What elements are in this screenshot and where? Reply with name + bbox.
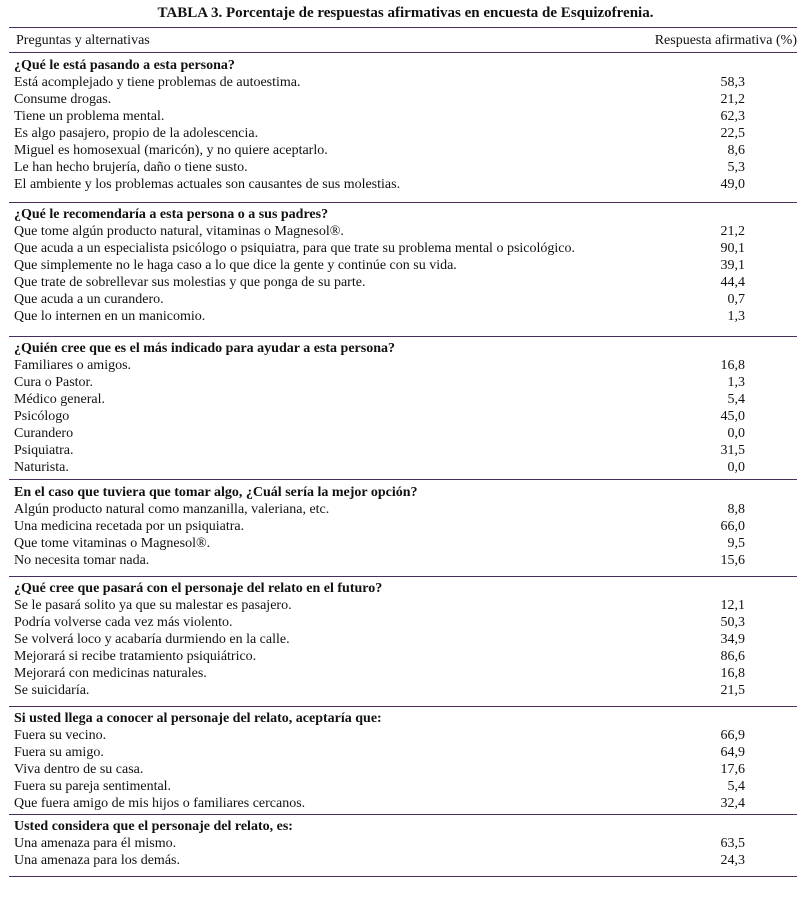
table-header [0,33,811,50]
section-rule [9,202,797,203]
table-row [0,442,811,459]
row-label: Familiares o amigos. [14,358,132,373]
row-label: Se suicidaría. [14,683,90,698]
row-value: 5,4 [727,779,745,794]
row-value: 90,1 [720,241,745,256]
row-label: No necesita tomar nada. [14,553,150,568]
row-value: 8,6 [727,143,745,158]
table-row [0,835,811,852]
row-label: Psicólogo [14,409,70,424]
table-row [0,91,811,108]
table-row [0,223,811,240]
table-row [0,778,811,795]
section-question: ¿Qué le está pasando a esta persona? [14,58,235,73]
row-label: Naturista. [14,460,69,475]
row-label: Una amenaza para él mismo. [14,836,177,851]
row-label: Fuera su vecino. [14,728,107,743]
row-value: 1,3 [727,309,745,324]
section-question: ¿Qué cree que pasará con el personaje del relato en el futuro? [14,581,383,596]
row-value: 32,4 [720,796,745,811]
table-row [0,648,811,665]
table-row [0,391,811,408]
table-row [0,357,811,374]
table-row [0,535,811,552]
row-value: 45,0 [720,409,745,424]
row-label: Le han hecho brujería, daño o tiene susto. [14,160,248,175]
table-row [0,374,811,391]
table-row [0,631,811,648]
table-row [0,108,811,125]
row-value: 34,9 [720,632,745,647]
row-label: El ambiente y los problemas actuales son causantes de sus molestias. [14,177,401,192]
table-row [0,665,811,682]
row-label: Viva dentro de su casa. [14,762,144,777]
row-value: 31,5 [720,443,745,458]
column-header-question: Preguntas y alternativas [16,33,150,48]
table-row [0,852,811,869]
row-label: Se le pasará solito ya que su malestar es pasajero. [14,598,292,613]
row-value: 22,5 [720,126,745,141]
table-row [0,159,811,176]
row-label: Es algo pasajero, propio de la adolescencia. [14,126,259,141]
row-label: Curandero [14,426,74,441]
row-value: 39,1 [720,258,745,273]
row-value: 21,2 [720,224,745,239]
section-question: Usted considera que el personaje del relato, es: [14,819,293,834]
table-row [0,291,811,308]
row-label: Que trate de sobrellevar sus molestias y que ponga de su parte. [14,275,366,290]
table-row [0,761,811,778]
row-value: 62,3 [720,109,745,124]
row-value: 5,3 [727,160,745,175]
row-label: Que fuera amigo de mis hijos o familiares cercanos. [14,796,306,811]
table-row [0,682,811,699]
row-label: Consume drogas. [14,92,112,107]
table-row [0,274,811,291]
row-label: Fuera su amigo. [14,745,104,760]
row-value: 21,5 [720,683,745,698]
header-rule [9,52,797,53]
row-label: Algún producto natural como manzanilla, valeriana, etc. [14,502,330,517]
row-value: 63,5 [720,836,745,851]
row-label: Que tome algún producto natural, vitaminas o Magnesol®. [14,224,344,239]
table-row [0,240,811,257]
table-row [0,308,811,325]
row-value: 5,4 [727,392,745,407]
section-rule [9,706,797,707]
table-row [0,744,811,761]
row-value: 49,0 [720,177,745,192]
row-label: Psiquiatra. [14,443,74,458]
row-value: 17,6 [720,762,745,777]
row-label: Que tome vitaminas o Magnesol®. [14,536,211,551]
row-value: 0,7 [727,292,745,307]
row-label: Se volverá loco y acabaría durmiendo en la calle. [14,632,290,647]
table-row [0,125,811,142]
table-row [0,459,811,476]
row-label: Médico general. [14,392,105,407]
table-row [0,727,811,744]
row-value: 15,6 [720,553,745,568]
section-question: ¿Quién cree que es el más indicado para ayudar a esta persona? [14,341,395,356]
row-label: Miguel es homosexual (maricón), y no quiere aceptarlo. [14,143,328,158]
row-value: 16,8 [720,358,745,373]
table-row [0,74,811,91]
row-label: Está acomplejado y tiene problemas de autoestima. [14,75,301,90]
row-value: 64,9 [720,745,745,760]
row-label: Podría volverse cada vez más violento. [14,615,233,630]
section-question: Si usted llega a conocer al personaje del relato, aceptaría que: [14,711,382,726]
table-row [0,501,811,518]
row-label: Fuera su pareja sentimental. [14,779,172,794]
table-row [0,597,811,614]
table-row [0,518,811,535]
row-label: Que acuda a un especialista psicólogo o psiquiatra, para que trate su problema mental o psicológico. [14,241,575,256]
row-value: 0,0 [727,460,745,475]
table-row [0,425,811,442]
row-label: Que simplemente no le haga caso a lo que dice la gente y continúe con su vida. [14,258,457,273]
column-header-value: Respuesta afirmativa (%) [654,33,797,48]
table-row [0,552,811,569]
row-label: Que lo internen en un manicomio. [14,309,206,324]
row-value: 1,3 [727,375,745,390]
row-value: 66,0 [720,519,745,534]
row-value: 16,8 [720,666,745,681]
row-value: 8,8 [727,502,745,517]
row-label: Tiene un problema mental. [14,109,165,124]
row-value: 24,3 [720,853,745,868]
row-value: 9,5 [727,536,745,551]
table-row [0,408,811,425]
section-rule [9,479,797,480]
table-row [0,257,811,274]
section-question: En el caso que tuviera que tomar algo, ¿Cuál sería la mejor opción? [14,485,418,500]
row-label: Mejorará con medicinas naturales. [14,666,207,681]
top-rule [9,27,797,28]
section-rule [9,876,797,877]
row-value: 21,2 [720,92,745,107]
section-rule [9,814,797,815]
table-title: TABLA 3. Porcentaje de respuestas afirmativas en encuesta de Esquizofrenia. [157,5,654,21]
row-value: 0,0 [727,426,745,441]
row-label: Cura o Pastor. [14,375,93,390]
section-rule [9,576,797,577]
row-value: 44,4 [720,275,745,290]
row-label: Mejorará si recibe tratamiento psiquiátrico. [14,649,257,664]
table-row [0,795,811,812]
row-value: 86,6 [720,649,745,664]
row-value: 50,3 [720,615,745,630]
row-label: Una amenaza para los demás. [14,853,180,868]
row-value: 12,1 [720,598,745,613]
row-label: Que acuda a un curandero. [14,292,164,307]
row-label: Una medicina recetada por un psiquiatra. [14,519,245,534]
section-question: ¿Qué le recomendaría a esta persona o a sus padres? [14,207,329,222]
section-rule [9,336,797,337]
table-row [0,176,811,193]
row-value: 58,3 [720,75,745,90]
table-row [0,614,811,631]
table-row [0,142,811,159]
row-value: 66,9 [720,728,745,743]
